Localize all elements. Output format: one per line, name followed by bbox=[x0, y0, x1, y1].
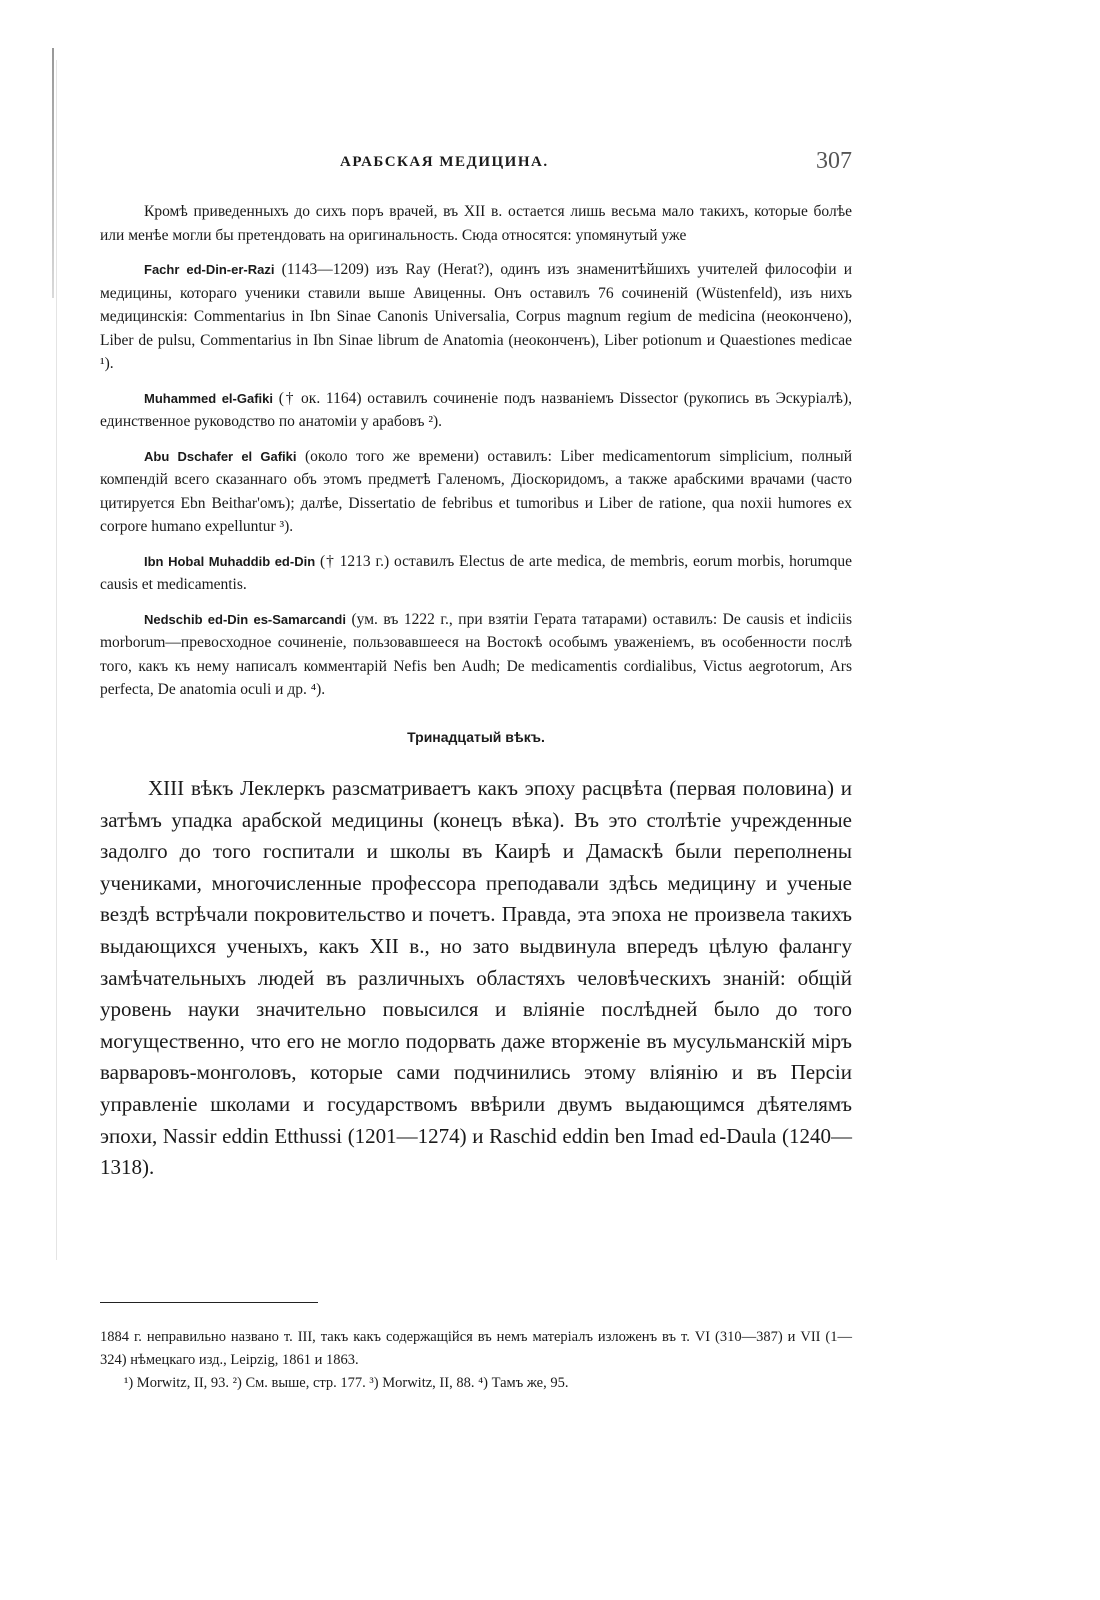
footnote-rule bbox=[100, 1302, 318, 1303]
scan-shadow bbox=[56, 60, 57, 1260]
section-title: Тринадцатый вѣкъ. bbox=[407, 728, 545, 745]
page-body bbox=[100, 200, 852, 1184]
footnote-references: ¹) Morwitz, II, 93. ²) См. выше, стр. 177. ³) Morwitz, II, 88. ⁴) Тамъ же, 95. bbox=[124, 1375, 569, 1391]
page-header bbox=[100, 148, 852, 178]
entry-name: Ibn Hobal Muhaddib ed-Din bbox=[144, 553, 316, 569]
footnotes bbox=[100, 1326, 852, 1395]
entry-fachr-ed-din-er-razi bbox=[100, 258, 852, 376]
entry-ibn-hobal bbox=[100, 550, 852, 597]
entry-nedschib-ed-din bbox=[100, 608, 852, 702]
scan-binding-edge bbox=[52, 48, 54, 298]
entry-text: (1143—1209) изъ Ray (Herat?), одинъ изъ знаменитѣйшихъ учителей философіи и медицины, котораго ученики ставили выше Авиценны. Онъ оставилъ 76 сочиненій (Wüstenfeld), изъ нихъ медицинскія: Commentarius in Ibn Sinae Canonis Universalia, Corpus magnum regium de medicina (неокончено), Liber de pulsu, Commentarius in Ibn Sinae librum de Anatomia (неоконченъ), Liber potionum и Quaestiones medicae ¹). bbox=[100, 261, 852, 372]
main-paragraph: XIII вѣкъ Леклеркъ разсматриваетъ какъ эпоху расцвѣта (первая половина) и затѣмъ упадка арабской медицины (конецъ вѣка). Въ это столѣтіе учрежденные задолго до того госпитали и школы въ Каирѣ и Дамаскѣ были переполнены учениками, многочисленные профессора преподавали здѣсь медицину и ученые вездѣ встрѣчали покровительство и почетъ. Правда, эта эпоха не произвела такихъ выдающихся ученыхъ, какъ XII в., но зато выдвинула впередъ цѣлую фалангу замѣчательныхъ людей въ различныхъ областяхъ человѣческихъ знаній: общій уровень науки значительно повысился и вліяніе послѣдней было до того могущественно, что его не могло подорвать даже вторженіе въ мусульманскій міръ варваровъ-монголовъ, которые сами подчинились этому вліянію и въ Персіи управленіе школами и государствомъ ввѣрили двумъ выдающимся дѣятелямъ эпохи, Nassir eddin Etthussi (1201—1274) и Raschid eddin ben Imad ed-Daula (1240—1318). bbox=[100, 776, 852, 1180]
entry-text: († 1213 г.) оставилъ Electus de arte medica, de membris, eorum morbis, horumque causis et medicamentis. bbox=[100, 552, 852, 593]
entry-muhammed-el-gafiki bbox=[100, 387, 852, 434]
page-number: 307 bbox=[816, 148, 852, 174]
entry-text: (ум. въ 1222 г., при взятіи Герата татарами) оставилъ: De causis et indiciis morborum—превосходное сочиненіе, пользовавшееся на Востокѣ особымъ уваженіемъ, въ особенности послѣ того, какъ къ нему написалъ комментарій Nefis ben Audh; De medicamentis cordialibus, Victus aegrotorum, Ars perfecta, De anatomia oculi и др. ⁴). bbox=[100, 610, 853, 698]
running-title: АРАБСКАЯ МЕДИЦИНА. bbox=[340, 154, 549, 170]
entry-abu-dschafer-el-gafiki bbox=[100, 445, 852, 539]
intro-paragraph: Кромѣ приведенныхъ до сихъ поръ врачей, въ XII в. остается лишь весьма мало такихъ, которые болѣе или менѣе могли бы претендовать на оригинальность. Сюда относятся: упомянутый уже bbox=[100, 203, 852, 244]
entry-name: Fachr ed-Din-er-Razi bbox=[144, 262, 275, 277]
entry-text: (около того же времени) оставилъ: Liber medicamentorum simplicium, полный компендій всего сказаннаго объ этомъ предметѣ Галеномъ, Діоскоридомъ, а также арабскими врачами (часто цитируется Ebn Beithar'омъ); далѣе, Dissertatio de febribus et tumoribus и Liber de ratione, qua noxii humores ex corpore humano expelluntur ³). bbox=[100, 447, 852, 535]
entry-text: († ок. 1164) оставилъ сочиненіе подъ названіемъ Dissector (рукопись въ Эскуріалѣ), единственное руководство по анатоміи у арабовъ ²). bbox=[100, 389, 853, 430]
footnote-continuation: 1884 г. неправильно названо т. III, такъ какъ содержащійся въ немъ матеріалъ изложенъ въ т. VI (310—387) и VII (1—324) нѣмецкаго изд., Leipzig, 1861 и 1863. bbox=[100, 1329, 852, 1368]
entry-name: Muhammed el-Gafiki bbox=[144, 390, 273, 406]
entry-name: Nedschib ed-Din es-Samarcandi bbox=[144, 611, 346, 627]
entry-name: Abu Dschafer el Gafiki bbox=[144, 448, 297, 464]
